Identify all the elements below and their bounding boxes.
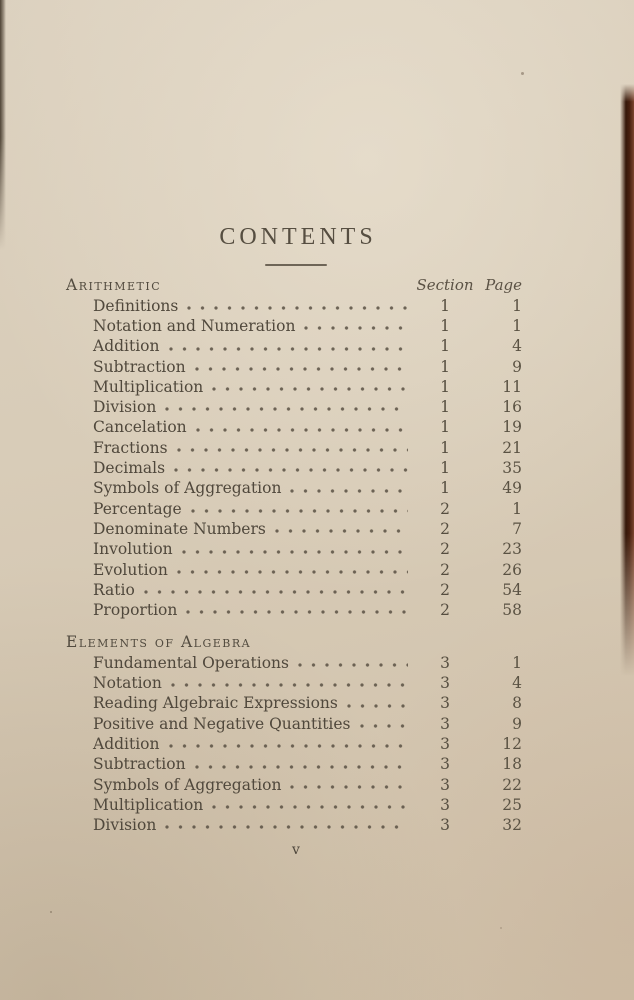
toc-entry xyxy=(66,377,526,397)
toc-entry-label: Addition xyxy=(93,337,160,356)
page-number-value: 35 xyxy=(502,459,522,478)
table-of-contents xyxy=(66,275,526,835)
section-number: 1 xyxy=(440,316,450,335)
toc-entry-label: Evolution xyxy=(93,560,168,579)
dot-leader xyxy=(304,326,408,330)
dot-leader xyxy=(212,387,408,391)
folio-page-number: v xyxy=(292,842,300,859)
toc-entry-label: Multiplication xyxy=(93,795,204,814)
section-number: 3 xyxy=(440,674,450,693)
toc-entry-label: Notation xyxy=(93,674,162,693)
page-number-value: 1 xyxy=(512,653,522,672)
section-number: 3 xyxy=(440,734,450,753)
dot-leader xyxy=(169,347,409,351)
toc-entry xyxy=(66,815,526,835)
toc-entry-label: Symbols of Aggregation xyxy=(93,479,282,498)
dot-leader xyxy=(186,610,408,614)
toc-entry xyxy=(66,539,526,559)
paper-speck xyxy=(50,911,52,913)
toc-entry xyxy=(66,478,526,498)
page-number-value: 32 xyxy=(502,816,522,835)
page-number-value: 49 xyxy=(502,479,522,498)
section-number: 3 xyxy=(440,816,450,835)
dot-leader xyxy=(290,785,408,789)
toc-entry-label: Symbols of Aggregation xyxy=(93,775,282,794)
dot-leader xyxy=(290,489,408,493)
toc-entry-label: Proportion xyxy=(93,601,178,620)
toc-entry xyxy=(66,438,526,458)
dot-leader xyxy=(298,663,408,667)
dot-leader xyxy=(165,407,408,411)
section-number: 1 xyxy=(440,438,450,457)
dot-leader xyxy=(347,704,408,708)
section-number: 1 xyxy=(440,377,450,396)
page-number-value: 1 xyxy=(512,296,522,315)
dot-leader xyxy=(360,724,408,728)
page-number-value: 18 xyxy=(502,755,522,774)
page-content xyxy=(66,0,526,858)
toc-entry xyxy=(66,693,526,713)
toc-entry xyxy=(66,600,526,620)
section-number: 2 xyxy=(440,519,450,538)
section-number: 3 xyxy=(440,755,450,774)
toc-entry-label: Definitions xyxy=(93,296,179,315)
section-number: 3 xyxy=(440,775,450,794)
toc-entry-label: Notation and Numeration xyxy=(93,316,296,335)
toc-entry xyxy=(66,397,526,417)
toc-entry xyxy=(66,357,526,377)
toc-entry xyxy=(66,316,526,336)
section-number: 1 xyxy=(440,479,450,498)
toc-entry-label: Division xyxy=(93,816,157,835)
toc-entry xyxy=(66,673,526,693)
spacer xyxy=(161,275,416,295)
page-number-value: 54 xyxy=(502,580,522,599)
page-number-value: 23 xyxy=(502,540,522,559)
toc-entry-label: Positive and Negative Quantities xyxy=(93,714,351,733)
dot-leader xyxy=(144,590,408,594)
toc-entry xyxy=(66,775,526,795)
toc-entry xyxy=(66,458,526,478)
dot-leader xyxy=(177,448,408,452)
section-number: 1 xyxy=(440,337,450,356)
toc-entry xyxy=(66,754,526,774)
dot-leader xyxy=(275,529,408,533)
section-number: 1 xyxy=(440,296,450,315)
section-number: 2 xyxy=(440,540,450,559)
toc-entry-label: Subtraction xyxy=(93,357,186,376)
dot-leader xyxy=(191,509,408,513)
book-cover-edge xyxy=(620,84,634,676)
toc-entry-label: Addition xyxy=(93,734,160,753)
page-number-value: 26 xyxy=(502,560,522,579)
page-title: CONTENTS xyxy=(219,224,377,250)
page-number-value: 7 xyxy=(512,519,522,538)
toc-entry xyxy=(66,580,526,600)
dot-leader xyxy=(169,744,409,748)
toc-entry xyxy=(66,519,526,539)
section-number: 3 xyxy=(440,714,450,733)
toc-entry-label: Denominate Numbers xyxy=(93,519,266,538)
section-number: 2 xyxy=(440,560,450,579)
toc-entry-label: Percentage xyxy=(93,499,182,518)
title-divider xyxy=(265,264,327,266)
toc-entry-label: Fractions xyxy=(93,438,168,457)
page-number-value: 16 xyxy=(502,398,522,417)
section-number: 2 xyxy=(440,499,450,518)
page-number-value: 58 xyxy=(502,601,522,620)
page-number-value: 11 xyxy=(502,377,522,396)
toc-entry-label: Ratio xyxy=(93,580,135,599)
dot-leader xyxy=(171,683,408,687)
dot-leader xyxy=(182,550,408,554)
section-number: 1 xyxy=(440,398,450,417)
dot-leader xyxy=(212,805,408,809)
dot-leader xyxy=(195,765,408,769)
dot-leader xyxy=(196,428,408,432)
toc-entry xyxy=(66,417,526,437)
section-number: 1 xyxy=(440,418,450,437)
page-number-value: 4 xyxy=(512,337,522,356)
toc-entry-label: Multiplication xyxy=(93,377,204,396)
section-header-row xyxy=(66,632,526,652)
toc-entry xyxy=(66,560,526,580)
section-number: 1 xyxy=(440,357,450,376)
column-header-section: Section xyxy=(416,276,474,295)
section-number: 3 xyxy=(440,694,450,713)
toc-entry xyxy=(66,734,526,754)
page-number-value: 21 xyxy=(502,438,522,457)
toc-entry-label: Division xyxy=(93,398,157,417)
page-number-value: 9 xyxy=(512,357,522,376)
page-number-value: 9 xyxy=(512,714,522,733)
toc-entry-label: Involution xyxy=(93,540,173,559)
page-number-value: 22 xyxy=(502,775,522,794)
section-number: 1 xyxy=(440,459,450,478)
page-number-value: 12 xyxy=(502,734,522,753)
toc-entry-label: Cancelation xyxy=(93,418,187,437)
page-number-value: 1 xyxy=(512,316,522,335)
section-heading-arithmetic: Arithmetic xyxy=(66,276,162,295)
toc-entry xyxy=(66,714,526,734)
section-number: 2 xyxy=(440,601,450,620)
dot-leader xyxy=(195,367,408,371)
dot-leader xyxy=(165,825,408,829)
toc-entry xyxy=(66,296,526,316)
toc-entry-label: Fundamental Operations xyxy=(93,653,289,672)
dot-leader xyxy=(174,468,408,472)
dot-leader xyxy=(187,306,408,310)
toc-entry xyxy=(66,795,526,815)
dot-leader xyxy=(177,570,408,574)
toc-entry xyxy=(66,336,526,356)
page-number-value: 25 xyxy=(502,795,522,814)
section-number: 3 xyxy=(440,795,450,814)
section-header-row xyxy=(66,275,526,295)
toc-entry xyxy=(66,653,526,673)
page-number-value: 8 xyxy=(512,694,522,713)
toc-entry xyxy=(66,499,526,519)
book-spine-edge xyxy=(0,0,6,250)
section-number: 3 xyxy=(440,653,450,672)
paper-speck xyxy=(500,927,502,929)
toc-entry-label: Decimals xyxy=(93,459,166,478)
column-header-page: Page xyxy=(485,276,522,295)
toc-entry-label: Reading Algebraic Expressions xyxy=(93,694,338,713)
page-number-value: 1 xyxy=(512,499,522,518)
page-number-value: 19 xyxy=(502,418,522,437)
section-heading-algebra: Elements of Algebra xyxy=(66,633,252,652)
toc-entry-label: Subtraction xyxy=(93,755,186,774)
section-number: 2 xyxy=(440,580,450,599)
page-number-value: 4 xyxy=(512,674,522,693)
